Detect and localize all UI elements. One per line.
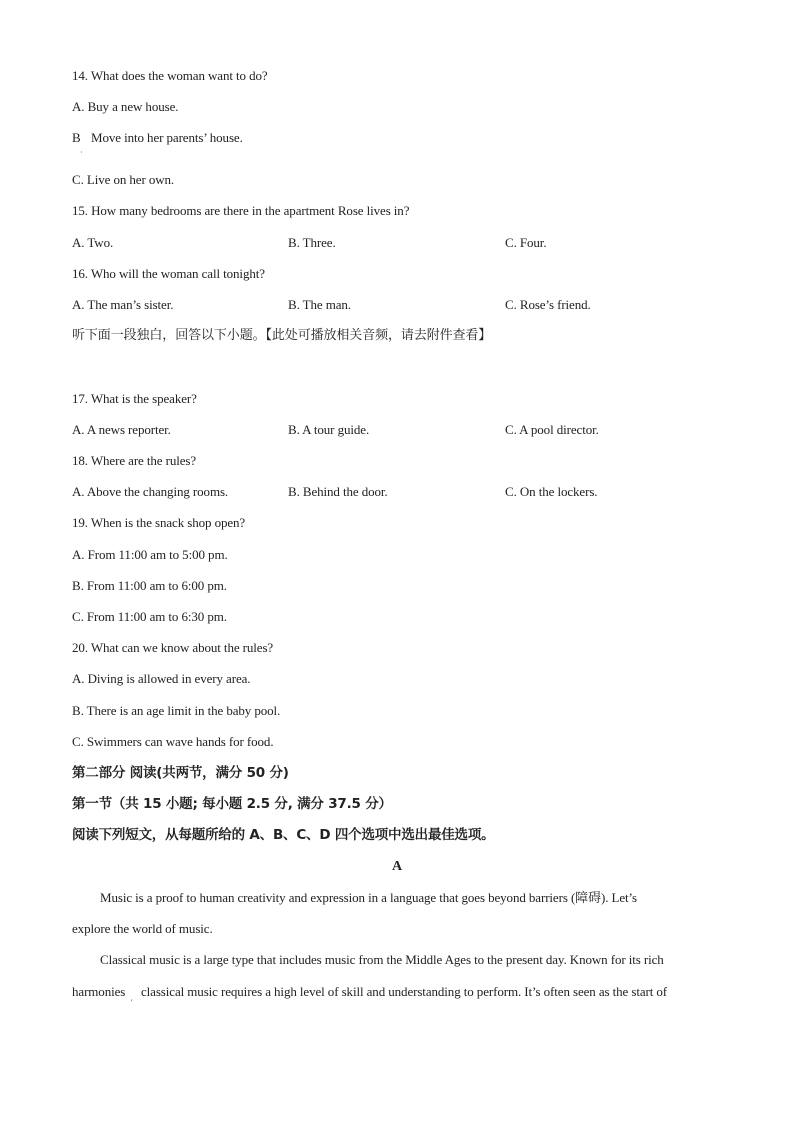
paragraph-1-line-1: Music is a proof to human creativity and expression in a language that goes beyond barriers (障碍). Let’s (100, 890, 637, 905)
option-18b: B. Behind the door. (288, 484, 388, 499)
paragraph-2-line-2-rest: classical music requires a high level of skill and understanding to perform. It’s often seen as the start of (141, 984, 668, 999)
question-20: 20. What can we know about the rules? (72, 640, 274, 655)
paragraph-1-line-2: explore the world of music. (72, 921, 213, 936)
question-17: 17. What is the speaker? (72, 391, 197, 406)
option-19c: C. From 11:00 am to 6:30 pm. (72, 609, 227, 624)
option-15a: A. Two. (72, 235, 114, 250)
option-14b-text: Move into her parents’ house. (91, 130, 243, 145)
option-15b: B. Three. (288, 235, 336, 250)
reading-instruction: 阅读下列短文，从每题所给的 A、B、C、D 四个选项中选出最佳选项。 (72, 827, 495, 843)
paragraph-2-line-2-start: harmonies (72, 984, 126, 999)
option-14a: A. Buy a new house. (72, 99, 179, 114)
option-20c: C. Swimmers can wave hands for food. (72, 734, 274, 749)
question-18: 18. Where are the rules? (72, 453, 197, 468)
passage-letter: A (391, 859, 402, 874)
question-16: 16. Who will the woman call tonight? (72, 266, 265, 281)
option-19a: A. From 11:00 am to 5:00 pm. (72, 547, 228, 562)
paragraph-2-line-1: Classical music is a large type that includes music from the Middle Ages to the present day. Known for its rich (100, 952, 664, 967)
option-16b: B. The man. (288, 297, 351, 312)
punctuation-mark: · (80, 148, 83, 157)
option-14b-letter: B (72, 130, 81, 145)
option-14c: C. Live on her own. (72, 172, 175, 187)
option-19b: B. From 11:00 am to 6:00 pm. (72, 578, 227, 593)
option-18a: A. Above the changing rooms. (72, 484, 229, 499)
part-title: 第二部分 阅读(共两节，满分 50 分) (72, 765, 289, 781)
option-20a: A. Diving is allowed in every area. (72, 671, 251, 686)
punctuation-mark: ' (131, 998, 133, 1007)
option-20b: B. There is an age limit in the baby pool. (72, 703, 281, 718)
option-16c: C. Rose’s friend. (505, 297, 591, 312)
option-17c: C. A pool director. (505, 422, 599, 437)
question-14: 14. What does the woman want to do? (72, 68, 268, 83)
option-18c: C. On the lockers. (505, 484, 598, 499)
monologue-instruction: 听下面一段独白，回答以下小题。【此处可播放相关音频，请去附件查看】 (72, 328, 492, 343)
option-17b: B. A tour guide. (288, 422, 370, 437)
option-16a: A. The man’s sister. (72, 297, 174, 312)
section-title: 第一节（共 15 小题; 每小题 2.5 分, 满分 37.5 分） (72, 796, 392, 812)
question-15: 15. How many bedrooms are there in the apartment Rose lives in? (72, 203, 410, 218)
option-17a: A. A news reporter. (72, 422, 171, 437)
option-15c: C. Four. (505, 235, 547, 250)
question-19: 19. When is the snack shop open? (72, 515, 246, 530)
